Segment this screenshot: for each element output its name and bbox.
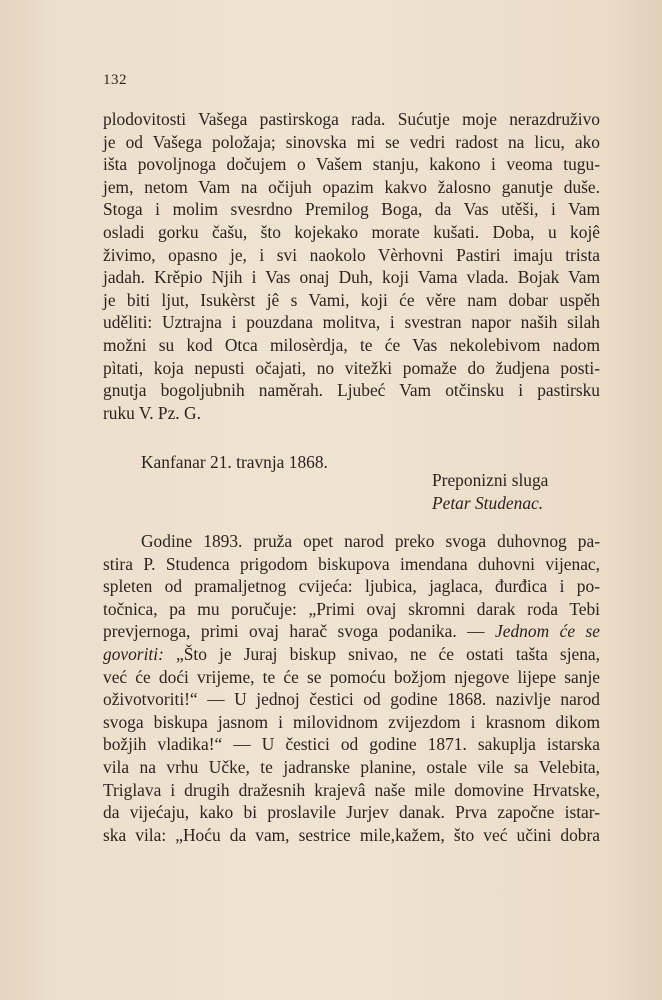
emphasis-text: Jednom će se: [495, 621, 601, 642]
page-number: 132: [103, 72, 127, 88]
paragraph-line: vila na vrhu Učke, te jadranske planine, ostale vile sa Velebita,: [103, 756, 600, 777]
paragraph-line: svoga biskupa jasnom i milovidnom zvijezdom i krasnom dikom: [103, 711, 600, 732]
letter-line: pìtati, koja nepusti očajati, no vitežki pomaže do žudjena posti-: [103, 357, 600, 378]
paragraph-line: božjih vladika!“ — U čestici od godine 1871. sakuplja istarska: [103, 734, 600, 755]
place-date: Kanfanar 21. travnja 1868.: [141, 452, 328, 472]
letter-line: Stoga i molim svesrdno Premilog Boga, da Vas utěši, i Vam: [103, 199, 600, 220]
letter-line: jadah. Krěpio Njih i Vas onaj Duh, koji Vama vlada. Bojak Vam: [103, 267, 600, 288]
paragraph-line: već će doći vrijeme, te će se pomoću božjom njegove lijepe sanje: [103, 666, 600, 687]
paragraph-line: [103, 643, 600, 666]
letter-line: ruku V. Pz. G.: [103, 402, 201, 423]
signature: Petar Studenac.: [432, 493, 544, 513]
letter-line: uděliti: Uztrajna i pouzdana molitva, i svestran napor naših silah: [103, 312, 600, 333]
letter-line: jem, netom Vam na očijuh opazim kakvo žalosno ganutje duše.: [103, 176, 600, 197]
emphasis-text: govoriti:: [103, 643, 164, 664]
letter-line: plodovitosti Vašega pastirskoga rada. Sućutje moje nerazdruživo: [103, 109, 600, 129]
letter-line: živimo, opasno je, i svi naokolo Vèrhovni Pastiri imaju trista: [103, 244, 600, 265]
paragraph-text: prevjernoga, primi ovaj harač svoga podanika. —: [103, 621, 496, 642]
paragraph-text: „Što je Juraj biskup snivao, ne će ostati tašta sjena,: [163, 643, 600, 664]
paragraph-line: [103, 620, 600, 643]
paragraph-line: spleten od pramaljetnog cvijeća: ljubica, jaglaca, đurđica i po-: [103, 576, 600, 597]
letter-line: možni su kod Otca milosèrdja, te će Vas nekolebivom nadom: [103, 334, 600, 355]
letter-line: osladi gorku čašu, što kojekako morate kušati. Doba, u kojê: [103, 221, 600, 242]
paragraph-line: oživotvoriti!“ — U jednoj čestici od godine 1868. nazivlje narod: [103, 689, 600, 710]
letter-text: [103, 108, 600, 424]
paragraph-line: stira P. Studenca prigodom biskupova imendana duhovni vijenac,: [103, 553, 600, 574]
paragraph-line: Triglava i drugih dražesnih krajevâ naše mile domovine Hrvatske,: [103, 779, 600, 800]
paragraph-line: da vijećaju, kako bi proslavile Jurjev danak. Prva započne istar-: [103, 802, 600, 823]
letter-line: išta povoljnoga dočujem o Vašem stanju, kakono i veoma tugu-: [103, 154, 600, 175]
paragraph-line: točnica, pa mu poručuje: „Primi ovaj skromni darak roda Tebi: [103, 598, 600, 619]
paragraph-line: Godine 1893. pruža opet narod preko svoga duhovnog pa-: [141, 531, 600, 551]
letter-line: gnutja bogoljubnih naměrah. Ljubeć Vam otčinsku i pastirsku: [103, 380, 600, 401]
paragraph-line: ska vila: „Hoću da vam, sestrice mile,kažem, što već učini dobra: [103, 824, 600, 845]
letter-line: je od Vašega položaja; sinovska mi se vedri radost na licu, ako: [103, 131, 600, 152]
letter-line: je biti ljut, Isukèrst jê s Vami, koji će věre nam dobar uspěh: [103, 289, 600, 310]
closing-formula: Preponizni sluga: [432, 470, 549, 490]
paragraph-2: [103, 530, 600, 846]
